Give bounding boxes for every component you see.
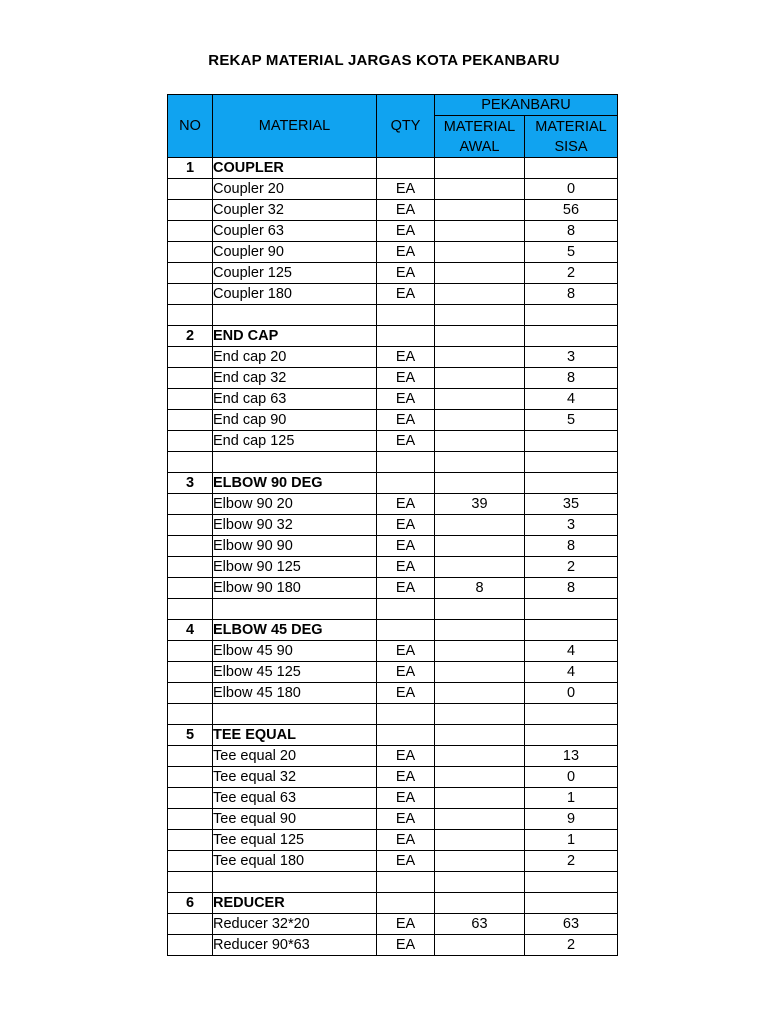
material-awal-cell (435, 242, 525, 263)
material-cell: Coupler 63 (213, 221, 377, 242)
qty-cell: EA (377, 515, 435, 536)
material-sisa-cell (525, 704, 618, 725)
qty-cell: EA (377, 662, 435, 683)
material-cell: ELBOW 45 DEG (213, 620, 377, 641)
qty-cell: EA (377, 494, 435, 515)
category-row (168, 725, 618, 746)
material-cell: Tee equal 32 (213, 767, 377, 788)
spacer-row (168, 599, 618, 620)
qty-cell: EA (377, 536, 435, 557)
header-material-awal: MATERIAL AWAL (435, 116, 525, 158)
material-awal-cell (435, 872, 525, 893)
no-cell (168, 746, 213, 767)
material-sisa-cell: 8 (525, 368, 618, 389)
no-cell: 3 (168, 473, 213, 494)
material-cell: Tee equal 180 (213, 851, 377, 872)
qty-cell: EA (377, 746, 435, 767)
material-awal-cell (435, 830, 525, 851)
material-awal-cell (435, 536, 525, 557)
material-awal-cell (435, 473, 525, 494)
material-sisa-cell (525, 473, 618, 494)
table-row (168, 767, 618, 788)
material-awal-cell: 8 (435, 578, 525, 599)
table-row (168, 788, 618, 809)
material-table (167, 94, 618, 956)
no-cell (168, 431, 213, 452)
material-cell: TEE EQUAL (213, 725, 377, 746)
no-cell (168, 410, 213, 431)
spacer-row (168, 872, 618, 893)
qty-cell: EA (377, 788, 435, 809)
material-awal-cell (435, 662, 525, 683)
table-row (168, 494, 618, 515)
table-row (168, 809, 618, 830)
no-cell (168, 767, 213, 788)
material-awal-cell (435, 200, 525, 221)
material-awal-cell (435, 305, 525, 326)
table-row (168, 515, 618, 536)
no-cell: 1 (168, 158, 213, 179)
material-cell (213, 872, 377, 893)
qty-cell: EA (377, 221, 435, 242)
no-cell (168, 305, 213, 326)
material-awal-cell (435, 788, 525, 809)
material-sisa-cell (525, 872, 618, 893)
no-cell (168, 494, 213, 515)
no-cell (168, 641, 213, 662)
material-sisa-cell: 3 (525, 515, 618, 536)
material-awal-cell (435, 284, 525, 305)
qty-cell: EA (377, 809, 435, 830)
table-row (168, 242, 618, 263)
table-row (168, 263, 618, 284)
material-sisa-cell: 0 (525, 767, 618, 788)
table-row (168, 410, 618, 431)
material-awal-cell (435, 851, 525, 872)
no-cell (168, 557, 213, 578)
material-cell: Tee equal 20 (213, 746, 377, 767)
material-sisa-cell: 1 (525, 830, 618, 851)
material-sisa-cell: 0 (525, 179, 618, 200)
material-sisa-cell: 5 (525, 410, 618, 431)
qty-cell: EA (377, 683, 435, 704)
material-sisa-cell: 5 (525, 242, 618, 263)
no-cell (168, 872, 213, 893)
material-cell: Coupler 125 (213, 263, 377, 284)
material-awal-cell: 63 (435, 914, 525, 935)
no-cell: 4 (168, 620, 213, 641)
table-row (168, 368, 618, 389)
material-sisa-cell: 4 (525, 389, 618, 410)
material-cell: End cap 90 (213, 410, 377, 431)
material-cell (213, 599, 377, 620)
material-awal-cell (435, 683, 525, 704)
material-sisa-cell (525, 431, 618, 452)
material-cell: Coupler 180 (213, 284, 377, 305)
material-awal-cell (435, 893, 525, 914)
material-sisa-cell: 35 (525, 494, 618, 515)
no-cell (168, 263, 213, 284)
material-cell: REDUCER (213, 893, 377, 914)
header-region: PEKANBARU (435, 95, 618, 116)
category-row (168, 158, 618, 179)
material-awal-cell (435, 347, 525, 368)
no-cell (168, 935, 213, 956)
qty-cell: EA (377, 641, 435, 662)
table-row (168, 914, 618, 935)
material-awal-cell: 39 (435, 494, 525, 515)
table-row (168, 851, 618, 872)
no-cell (168, 704, 213, 725)
no-cell (168, 368, 213, 389)
no-cell (168, 200, 213, 221)
material-sisa-cell: 56 (525, 200, 618, 221)
material-awal-cell (435, 557, 525, 578)
table-row (168, 557, 618, 578)
material-awal-cell (435, 599, 525, 620)
table-row (168, 536, 618, 557)
material-sisa-cell: 0 (525, 683, 618, 704)
table-row (168, 662, 618, 683)
material-awal-cell (435, 158, 525, 179)
table-row (168, 389, 618, 410)
material-cell: Tee equal 125 (213, 830, 377, 851)
qty-cell (377, 305, 435, 326)
material-cell: Tee equal 63 (213, 788, 377, 809)
no-cell (168, 662, 213, 683)
no-cell (168, 242, 213, 263)
header-no: NO (168, 95, 213, 158)
material-awal-cell (435, 263, 525, 284)
category-row (168, 326, 618, 347)
material-sisa-cell (525, 326, 618, 347)
no-cell (168, 389, 213, 410)
material-sisa-cell: 4 (525, 641, 618, 662)
material-cell: Elbow 90 125 (213, 557, 377, 578)
material-cell: Reducer 90*63 (213, 935, 377, 956)
spacer-row (168, 704, 618, 725)
material-cell: Elbow 90 90 (213, 536, 377, 557)
table-row (168, 431, 618, 452)
no-cell: 6 (168, 893, 213, 914)
material-awal-cell (435, 389, 525, 410)
material-sisa-cell: 1 (525, 788, 618, 809)
no-cell (168, 599, 213, 620)
table-row (168, 578, 618, 599)
qty-cell: EA (377, 242, 435, 263)
material-cell: Elbow 90 32 (213, 515, 377, 536)
qty-cell: EA (377, 557, 435, 578)
table-row (168, 200, 618, 221)
table-body (168, 158, 618, 956)
qty-cell: EA (377, 347, 435, 368)
qty-cell: EA (377, 410, 435, 431)
no-cell (168, 683, 213, 704)
material-sisa-cell: 13 (525, 746, 618, 767)
material-cell: Tee equal 90 (213, 809, 377, 830)
material-sisa-cell: 8 (525, 536, 618, 557)
material-cell: End cap 20 (213, 347, 377, 368)
material-sisa-cell: 3 (525, 347, 618, 368)
qty-cell (377, 452, 435, 473)
material-cell: COUPLER (213, 158, 377, 179)
no-cell: 2 (168, 326, 213, 347)
material-cell: Elbow 90 180 (213, 578, 377, 599)
no-cell (168, 788, 213, 809)
material-sisa-cell: 8 (525, 221, 618, 242)
material-cell: End cap 32 (213, 368, 377, 389)
no-cell: 5 (168, 725, 213, 746)
table-row (168, 746, 618, 767)
material-cell: ELBOW 90 DEG (213, 473, 377, 494)
material-sisa-cell (525, 893, 618, 914)
material-cell: Coupler 20 (213, 179, 377, 200)
spacer-row (168, 452, 618, 473)
material-sisa-cell (525, 158, 618, 179)
category-row (168, 473, 618, 494)
qty-cell (377, 599, 435, 620)
qty-cell (377, 473, 435, 494)
table-row (168, 221, 618, 242)
no-cell (168, 830, 213, 851)
qty-cell: EA (377, 935, 435, 956)
material-cell: Elbow 90 20 (213, 494, 377, 515)
header-material: MATERIAL (213, 95, 377, 158)
category-row (168, 893, 618, 914)
material-sisa-cell: 2 (525, 557, 618, 578)
qty-cell (377, 725, 435, 746)
material-cell: Elbow 45 125 (213, 662, 377, 683)
material-cell: End cap 125 (213, 431, 377, 452)
qty-cell: EA (377, 851, 435, 872)
table-row (168, 935, 618, 956)
material-cell: END CAP (213, 326, 377, 347)
material-sisa-cell: 2 (525, 851, 618, 872)
material-sisa-cell: 9 (525, 809, 618, 830)
no-cell (168, 536, 213, 557)
no-cell (168, 578, 213, 599)
no-cell (168, 851, 213, 872)
material-cell: Elbow 45 180 (213, 683, 377, 704)
header-material-sisa: MATERIAL SISA (525, 116, 618, 158)
material-awal-cell (435, 767, 525, 788)
material-awal-cell (435, 431, 525, 452)
material-sisa-cell (525, 452, 618, 473)
qty-cell: EA (377, 431, 435, 452)
material-awal-cell (435, 641, 525, 662)
material-cell (213, 704, 377, 725)
qty-cell (377, 620, 435, 641)
material-awal-cell (435, 515, 525, 536)
material-awal-cell (435, 179, 525, 200)
category-row (168, 620, 618, 641)
material-awal-cell (435, 620, 525, 641)
no-cell (168, 284, 213, 305)
qty-cell: EA (377, 200, 435, 221)
qty-cell: EA (377, 179, 435, 200)
material-sisa-cell (525, 305, 618, 326)
table-header (168, 95, 618, 158)
material-awal-cell (435, 410, 525, 431)
no-cell (168, 221, 213, 242)
qty-cell (377, 872, 435, 893)
material-sisa-cell (525, 620, 618, 641)
no-cell (168, 452, 213, 473)
material-awal-cell (435, 368, 525, 389)
material-sisa-cell: 8 (525, 284, 618, 305)
qty-cell (377, 704, 435, 725)
material-cell: Reducer 32*20 (213, 914, 377, 935)
table-row (168, 179, 618, 200)
spacer-row (168, 305, 618, 326)
material-cell (213, 452, 377, 473)
material-cell: Coupler 90 (213, 242, 377, 263)
material-cell: Elbow 45 90 (213, 641, 377, 662)
qty-cell: EA (377, 767, 435, 788)
material-sisa-cell: 63 (525, 914, 618, 935)
qty-cell (377, 158, 435, 179)
no-cell (168, 179, 213, 200)
material-awal-cell (435, 809, 525, 830)
no-cell (168, 515, 213, 536)
table-row (168, 641, 618, 662)
qty-cell: EA (377, 830, 435, 851)
material-awal-cell (435, 326, 525, 347)
material-sisa-cell (525, 725, 618, 746)
table-row (168, 347, 618, 368)
material-awal-cell (435, 452, 525, 473)
no-cell (168, 347, 213, 368)
material-sisa-cell: 8 (525, 578, 618, 599)
material-sisa-cell (525, 599, 618, 620)
qty-cell: EA (377, 389, 435, 410)
table-row (168, 830, 618, 851)
material-cell (213, 305, 377, 326)
qty-cell (377, 893, 435, 914)
page-title: REKAP MATERIAL JARGAS KOTA PEKANBARU (208, 52, 560, 69)
qty-cell: EA (377, 263, 435, 284)
material-awal-cell (435, 221, 525, 242)
material-sisa-cell: 4 (525, 662, 618, 683)
no-cell (168, 914, 213, 935)
material-awal-cell (435, 935, 525, 956)
qty-cell: EA (377, 578, 435, 599)
material-cell: End cap 63 (213, 389, 377, 410)
qty-cell: EA (377, 914, 435, 935)
table-row (168, 683, 618, 704)
no-cell (168, 809, 213, 830)
material-awal-cell (435, 725, 525, 746)
material-awal-cell (435, 704, 525, 725)
material-sisa-cell: 2 (525, 263, 618, 284)
qty-cell: EA (377, 284, 435, 305)
qty-cell (377, 326, 435, 347)
material-sisa-cell: 2 (525, 935, 618, 956)
material-awal-cell (435, 746, 525, 767)
header-qty: QTY (377, 95, 435, 158)
qty-cell: EA (377, 368, 435, 389)
material-cell: Coupler 32 (213, 200, 377, 221)
table-row (168, 284, 618, 305)
